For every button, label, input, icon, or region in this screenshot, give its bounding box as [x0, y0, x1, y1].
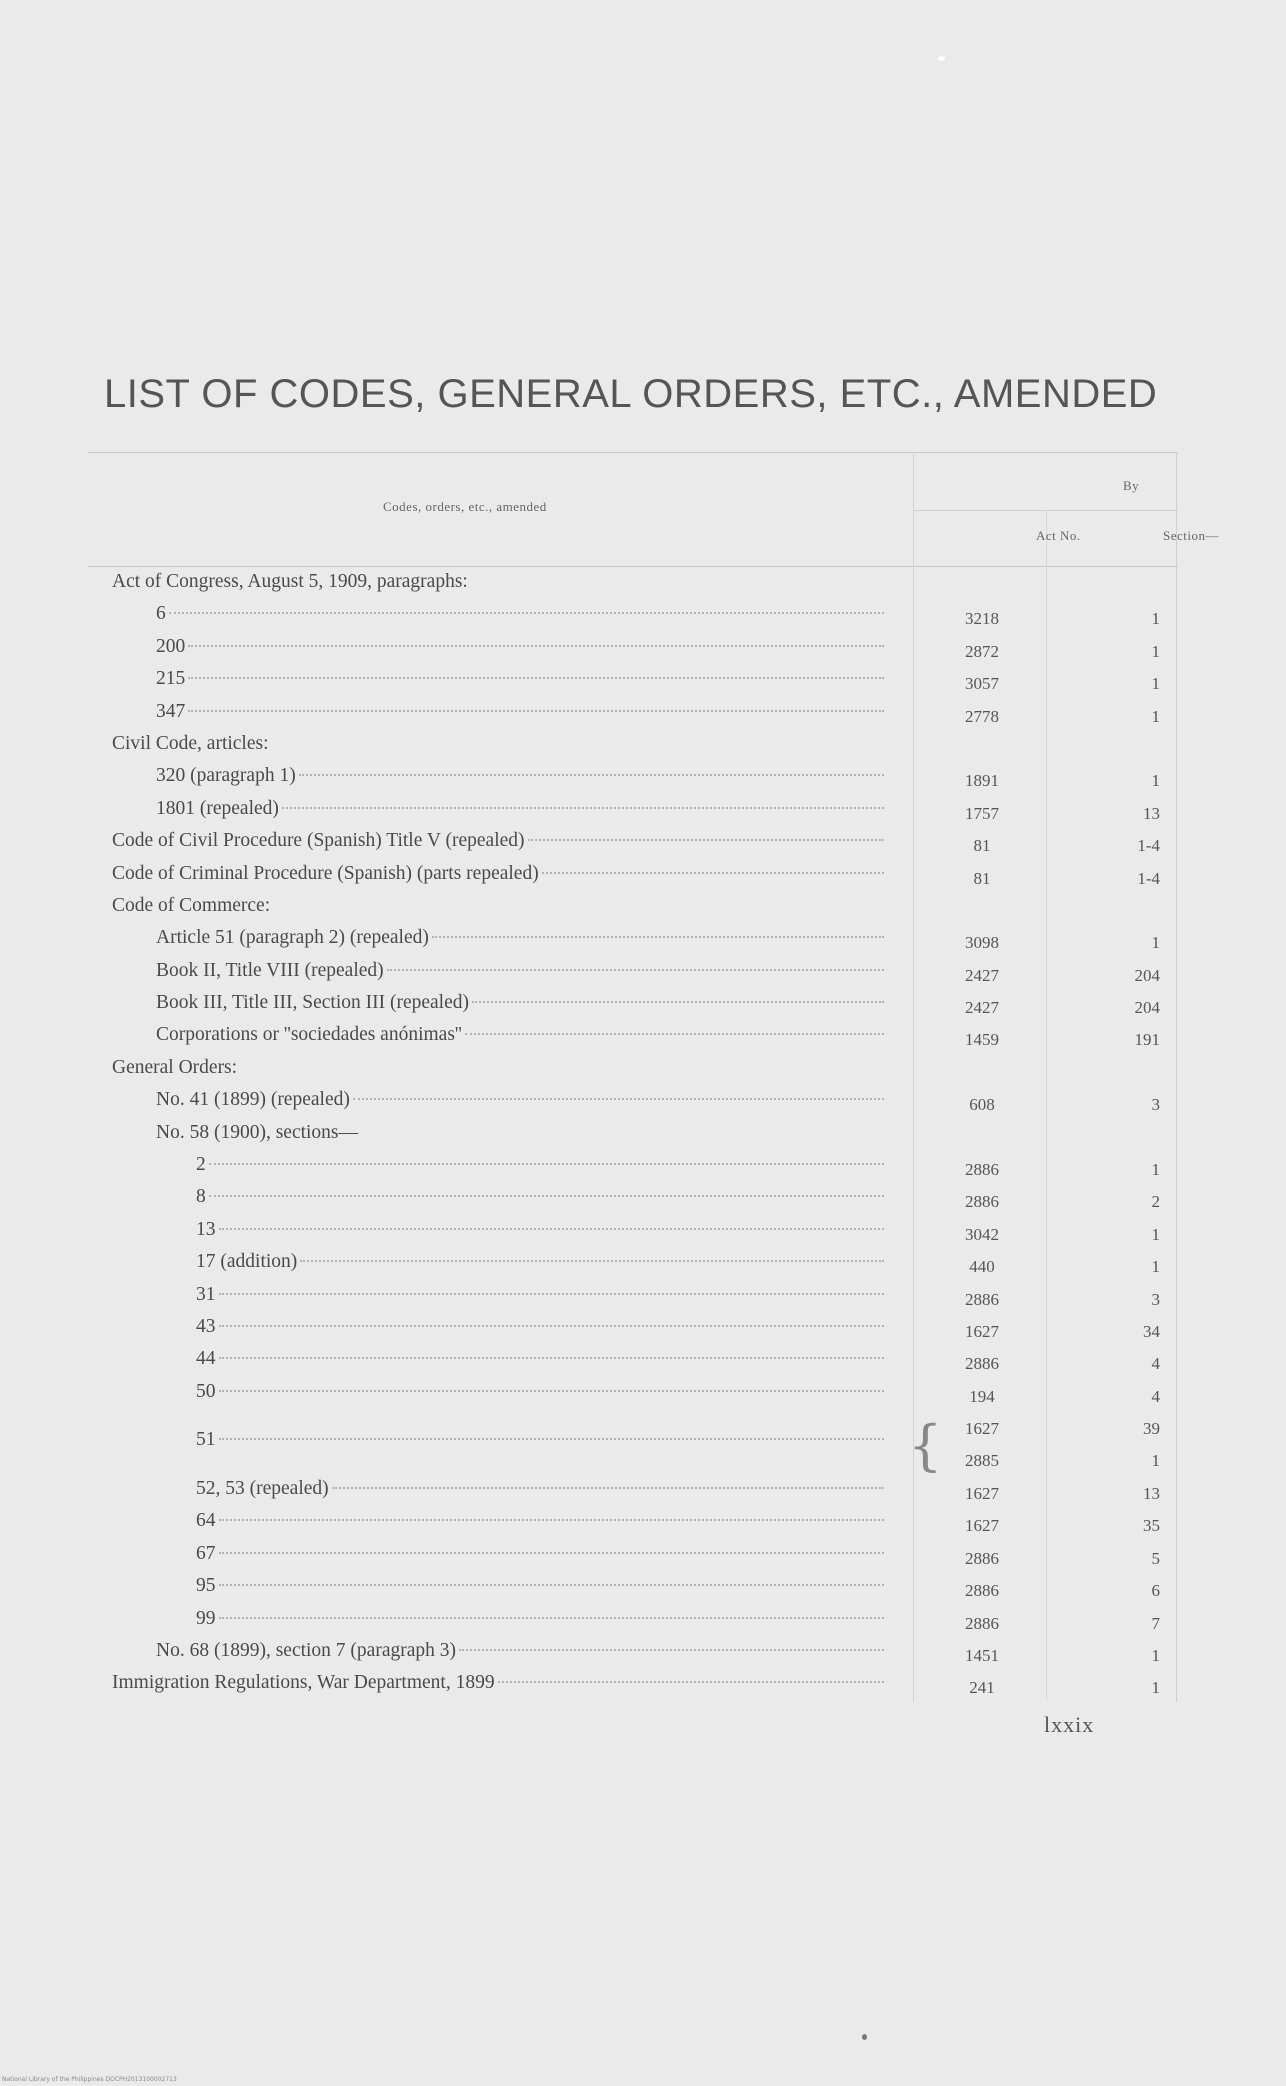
table-row [88, 1672, 1178, 1704]
act-number: 3218 [965, 609, 999, 629]
row-entry [112, 863, 888, 885]
section-number: 204 [1134, 998, 1160, 1018]
header-by: By [1123, 478, 1140, 493]
dot-leader [465, 1033, 884, 1035]
act-number: 2427 [965, 965, 999, 985]
table-row [88, 1381, 1178, 1413]
table-row [88, 1575, 1178, 1607]
row-label: 320 (paragraph 1) [156, 765, 296, 787]
row-entry [196, 1381, 888, 1403]
dot-leader [498, 1681, 884, 1683]
dot-leader [188, 710, 884, 712]
row-entry [156, 1089, 888, 1111]
table-body [88, 571, 1178, 1705]
row-entry [196, 1316, 888, 1338]
section-number: 3 [1151, 1095, 1160, 1115]
act-number: 3057 [965, 674, 999, 694]
table-row [88, 1057, 1178, 1089]
table-row [88, 1510, 1178, 1542]
act-number: 2886 [965, 1289, 999, 1309]
section-number: 1 [1151, 933, 1160, 953]
table-row [88, 798, 1178, 830]
act-number: 3042 [965, 1224, 999, 1244]
dot-leader [219, 1325, 885, 1327]
row-entry [196, 1608, 888, 1630]
row-label: 8 [196, 1186, 206, 1208]
row-label: Book II, Title VIII (repealed) [156, 959, 384, 981]
dot-leader [219, 1617, 885, 1619]
act-number: 1757 [965, 803, 999, 823]
section-number: 35 [1143, 1516, 1160, 1536]
row-entry [196, 1478, 888, 1500]
row-entry [196, 1510, 888, 1532]
section-number: 13 [1143, 1483, 1160, 1503]
row-label: Code of Criminal Procedure (Spanish) (parts repealed) [112, 862, 539, 884]
row-entry [196, 1348, 888, 1370]
section-number: 13 [1143, 803, 1160, 823]
row-entry [156, 1024, 888, 1046]
act-number: 81 [973, 868, 991, 888]
table-row [88, 1251, 1178, 1283]
row-label: 95 [196, 1575, 216, 1597]
row-label: 200 [156, 635, 186, 657]
row-entry [156, 603, 888, 625]
section-number: 3 [1151, 1289, 1160, 1309]
dot-leader [219, 1357, 885, 1359]
dust-speck [938, 56, 945, 61]
row-label: 17 (addition) [196, 1251, 298, 1273]
row-entry [196, 1543, 888, 1565]
dot-leader [432, 936, 884, 938]
table-row [88, 733, 1178, 765]
dot-leader [188, 645, 884, 647]
row-heading: Act of Congress, August 5, 1909, paragraphs: [112, 571, 468, 592]
act-number: 1891 [965, 771, 999, 791]
section-number: 4 [1151, 1386, 1160, 1406]
table-row [88, 1186, 1178, 1218]
dot-leader [188, 677, 884, 679]
dot-leader [219, 1552, 885, 1554]
row-entry [156, 668, 888, 690]
table-row [88, 571, 1178, 603]
dot-leader [459, 1649, 884, 1651]
table-row [88, 1316, 1178, 1348]
act-number: 440 [969, 1257, 995, 1277]
section-number: 39 [1143, 1419, 1160, 1439]
row-heading: Civil Code, articles: [112, 732, 269, 754]
act-number: 2872 [965, 641, 999, 661]
dot-leader [353, 1098, 884, 1100]
table-row [88, 1122, 1178, 1154]
row-entry [112, 1672, 888, 1694]
row-label: Corporations or ''sociedades anónimas'' [156, 1024, 462, 1046]
table-row [88, 765, 1178, 797]
footer-credit: National Library of the Philippines DOCPH2013100002713 [2, 2076, 177, 2083]
dot-leader [219, 1519, 885, 1521]
act-number: 1459 [965, 1030, 999, 1050]
section-number: 7 [1151, 1613, 1160, 1633]
row-label: Immigration Regulations, War Department, 1899 [112, 1672, 495, 1694]
act-number: 1627 [965, 1516, 999, 1536]
dot-leader [209, 1195, 884, 1197]
row-label: 6 [156, 603, 166, 625]
act-number: 1627 [965, 1419, 999, 1439]
dot-leader [219, 1390, 885, 1392]
row-label: 51 [196, 1429, 216, 1451]
header-act-no: Act No. [1036, 528, 1081, 543]
table-row [88, 701, 1178, 733]
section-number: 34 [1143, 1321, 1160, 1341]
table-row [88, 895, 1178, 927]
dot-leader [219, 1584, 885, 1586]
section-number: 4 [1151, 1354, 1160, 1374]
dot-leader [332, 1487, 884, 1489]
section-number: 1 [1151, 1257, 1160, 1277]
act-number: 2885 [965, 1451, 999, 1471]
row-label: 347 [156, 700, 186, 722]
section-number: 1 [1151, 1160, 1160, 1180]
table-row [88, 1640, 1178, 1672]
row-label: No. 68 (1899), section 7 (paragraph 3) [156, 1639, 456, 1661]
table-row [88, 863, 1178, 895]
table-row [88, 1154, 1178, 1186]
row-label: 50 [196, 1380, 216, 1402]
row-entry [196, 1429, 888, 1451]
dot-leader [219, 1228, 885, 1230]
dot-leader [169, 612, 884, 614]
table-row [88, 1413, 1178, 1478]
row-entry [196, 1575, 888, 1597]
section-number: 1 [1151, 706, 1160, 726]
section-number: 6 [1151, 1581, 1160, 1601]
act-number: 608 [969, 1095, 995, 1115]
header-section: Section— [1163, 528, 1219, 543]
table-row [88, 1089, 1178, 1121]
row-label: 1801 (repealed) [156, 797, 279, 819]
dust-speck [862, 2034, 867, 2040]
page-number: lxxix [1044, 1712, 1095, 1737]
header-codes: Codes, orders, etc., amended [383, 499, 547, 514]
brace-icon: { [908, 1414, 943, 1478]
row-label: Code of Civil Procedure (Spanish) Title V (repealed) [112, 830, 525, 852]
act-number: 1451 [965, 1645, 999, 1665]
row-entry [196, 1186, 888, 1208]
table-row [88, 830, 1178, 862]
section-number: 1 [1151, 771, 1160, 791]
section-number: 1-4 [1137, 868, 1160, 888]
act-number: 194 [969, 1386, 995, 1406]
row-entry [196, 1219, 888, 1241]
table-row [88, 636, 1178, 668]
section-number: 1 [1151, 609, 1160, 629]
row-label: 99 [196, 1607, 216, 1629]
table-row [88, 1348, 1178, 1380]
table-row [88, 1024, 1178, 1056]
row-heading: No. 58 (1900), sections— [156, 1121, 359, 1143]
header-rule-top [88, 452, 1178, 453]
table-row [88, 668, 1178, 700]
act-number: 2886 [965, 1160, 999, 1180]
act-number: 3098 [965, 933, 999, 953]
table-row [88, 603, 1178, 635]
row-entry [156, 798, 888, 820]
row-label: 13 [196, 1218, 216, 1240]
row-entry [156, 927, 888, 949]
section-number: 1 [1151, 1224, 1160, 1244]
act-number: 1627 [965, 1483, 999, 1503]
row-label: 52, 53 (repealed) [196, 1477, 329, 1499]
row-label: 215 [156, 668, 186, 690]
row-entry [112, 830, 888, 852]
row-label: No. 41 (1899) (repealed) [156, 1089, 350, 1111]
row-entry [156, 992, 888, 1014]
row-entry [196, 1251, 888, 1273]
row-entry [196, 1284, 888, 1306]
table-row [88, 992, 1178, 1024]
act-number: 2427 [965, 998, 999, 1018]
table-row [88, 1543, 1178, 1575]
table-row [88, 1478, 1178, 1510]
row-label: 2 [196, 1154, 206, 1176]
dot-leader [472, 1001, 884, 1003]
dot-leader [387, 969, 884, 971]
row-entry [156, 960, 888, 982]
row-label: 67 [196, 1542, 216, 1564]
row-entry [156, 636, 888, 658]
act-number: 2886 [965, 1613, 999, 1633]
act-number: 2886 [965, 1354, 999, 1374]
header-rule-bottom [88, 566, 1178, 567]
table-row [88, 1608, 1178, 1640]
row-entry [156, 1640, 888, 1662]
dot-leader [300, 1260, 884, 1262]
section-number: 1 [1151, 641, 1160, 661]
dot-leader [542, 872, 884, 874]
row-entry [156, 765, 888, 787]
row-label: 31 [196, 1283, 216, 1305]
act-number: 241 [969, 1678, 995, 1698]
section-number: 2 [1151, 1192, 1160, 1212]
section-number: 1 [1151, 1678, 1160, 1698]
dot-leader [219, 1293, 885, 1295]
dot-leader [282, 807, 884, 809]
table-row [88, 1219, 1178, 1251]
row-heading: General Orders: [112, 1056, 238, 1078]
act-number: 2886 [965, 1581, 999, 1601]
dot-leader [528, 839, 884, 841]
row-entry [156, 701, 888, 723]
section-number: 191 [1134, 1030, 1160, 1050]
act-number: 2886 [965, 1192, 999, 1212]
row-heading: Code of Commerce: [112, 894, 271, 916]
section-number: 1-4 [1137, 836, 1160, 856]
dot-leader [219, 1438, 885, 1440]
table-row [88, 1284, 1178, 1316]
section-number: 5 [1151, 1548, 1160, 1568]
row-label: 64 [196, 1510, 216, 1532]
section-number: 1 [1151, 1451, 1160, 1471]
section-number: 1 [1151, 1645, 1160, 1665]
section-number: 204 [1134, 965, 1160, 985]
act-number: 1627 [965, 1321, 999, 1341]
table-row [88, 927, 1178, 959]
dot-leader [209, 1163, 884, 1165]
section-number: 1 [1151, 674, 1160, 694]
row-label: Article 51 (paragraph 2) (repealed) [156, 927, 429, 949]
table-row [88, 960, 1178, 992]
page-title: LIST OF CODES, GENERAL ORDERS, ETC., AMENDED [104, 372, 1158, 416]
act-number: 81 [973, 836, 991, 856]
row-label: 44 [196, 1348, 216, 1370]
dot-leader [299, 774, 884, 776]
act-number: 2778 [965, 706, 999, 726]
row-entry [196, 1154, 888, 1176]
row-label: Book III, Title III, Section III (repealed) [156, 992, 469, 1014]
row-label: 43 [196, 1315, 216, 1337]
act-number: 2886 [965, 1548, 999, 1568]
